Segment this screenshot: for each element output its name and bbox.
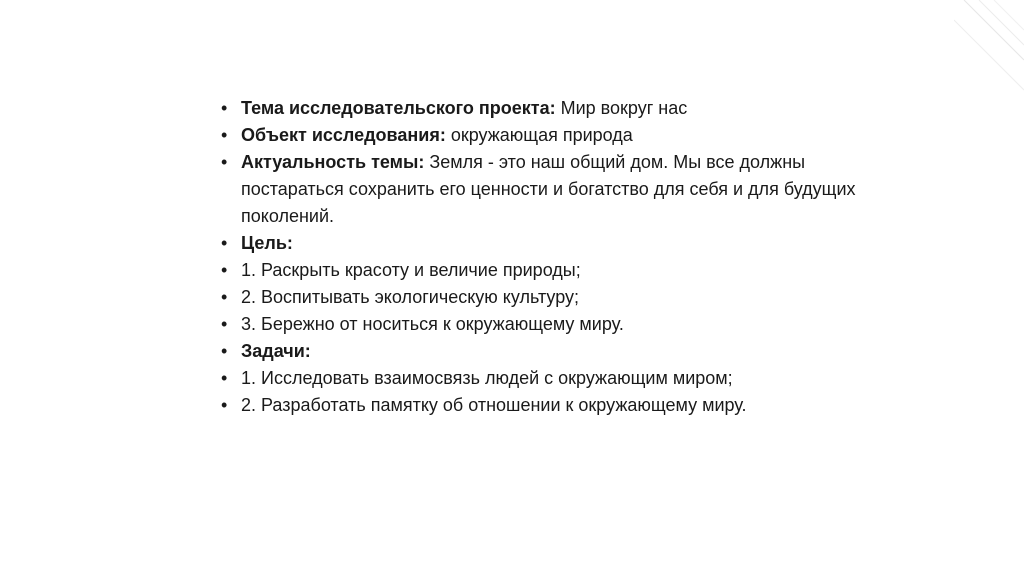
- item-text: 3. Бережно от носиться к окружающему миру.: [241, 314, 624, 334]
- bullet-icon: •: [221, 314, 228, 334]
- item-text: 2. Воспитывать экологическую культуру;: [241, 287, 580, 307]
- list-item-goal-heading: [221, 230, 881, 257]
- list-item-relevance: [221, 149, 881, 230]
- bullet-icon: •: [221, 395, 228, 415]
- list-item-goal-1: [221, 257, 881, 284]
- bullet-icon: •: [221, 260, 228, 280]
- bullet-list: [221, 95, 881, 419]
- item-label: Задачи:: [241, 341, 311, 361]
- bullet-icon: •: [221, 98, 228, 118]
- item-text: 2. Разработать памятку об отношении к окружающему миру.: [241, 395, 747, 415]
- list-item-tasks-heading: [221, 338, 881, 365]
- item-text: Мир вокруг нас: [555, 98, 688, 118]
- slide-content: [221, 95, 881, 419]
- list-item-object: [221, 122, 881, 149]
- item-text: 1. Раскрыть красоту и величие природы;: [241, 260, 581, 280]
- bullet-icon: •: [221, 287, 228, 307]
- bullet-icon: •: [221, 233, 228, 253]
- item-text: окружающая природа: [445, 125, 633, 145]
- item-label: Актуальность темы:: [241, 152, 425, 172]
- item-label: Цель:: [241, 233, 293, 253]
- bullet-icon: •: [221, 125, 228, 145]
- corner-decoration: [954, 0, 1024, 120]
- bullet-icon: •: [221, 368, 228, 388]
- list-item-task-2: [221, 392, 881, 419]
- list-item-task-1: [221, 365, 881, 392]
- item-label: Объект исследования:: [241, 125, 446, 145]
- item-text: Земля - это наш общий дом. Мы все должны постараться сохранить его ценности и богатство для себя и для будущих поколений.: [241, 152, 856, 226]
- item-text: 1. Исследовать взаимосвязь людей с окружающим миром;: [241, 368, 733, 388]
- list-item-goal-3: [221, 311, 881, 338]
- item-label: Тема исследовательского проекта:: [241, 98, 556, 118]
- list-item-topic: [221, 95, 881, 122]
- bullet-icon: •: [221, 341, 228, 361]
- bullet-icon: •: [221, 152, 228, 172]
- list-item-goal-2: [221, 284, 881, 311]
